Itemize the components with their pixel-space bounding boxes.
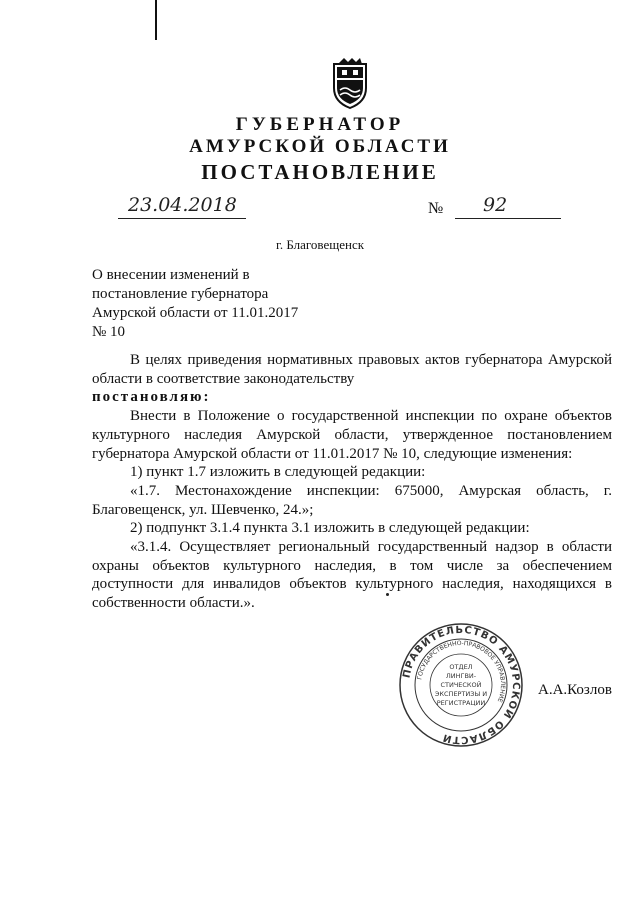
- header-region: АМУРСКОЙ ОБЛАСТИ: [189, 136, 451, 157]
- svg-text:ЛИНГВИ-: ЛИНГВИ-: [445, 672, 477, 680]
- signer-name: А.А.Козлов: [538, 682, 612, 698]
- body-paragraph: «1.7. Местонахождение инспекции: 675000, Амурская область, г. Благовещенск, ул. Шевченко, 24.»;: [92, 482, 612, 518]
- ink-dot: [386, 593, 389, 596]
- body-paragraph: «3.1.4. Осуществляет региональный государственный надзор в области охраны объектов культурного наследия, в том числе за обеспечением доступности для инвалидов объектов культурного наследия, находящихся в собственности области.».: [92, 539, 612, 612]
- svg-text:ОТДЕЛ: ОТДЕЛ: [449, 663, 473, 671]
- city-label: г. Благовещенск: [275, 237, 365, 252]
- date-field: [118, 194, 246, 219]
- document-body: [92, 351, 612, 613]
- decree-word: постановляю:: [92, 389, 211, 406]
- svg-text:РЕГИСТРАЦИИ: РЕГИСТРАЦИИ: [436, 699, 486, 707]
- subject-line: постановление губернатора: [92, 286, 269, 302]
- document-subject: [92, 266, 298, 342]
- official-seal-stamp: [398, 622, 524, 748]
- svg-text:ГОСУДАРСТВЕННО-ПРАВОВОЕ УПРАВЛ: ГОСУДАРСТВЕННО-ПРАВОВОЕ УПРАВЛЕНИЕ: [416, 639, 507, 704]
- handwritten-number: 92: [483, 194, 508, 216]
- body-paragraph: Внести в Положение о государственной инспекции по охране объектов культурного наследия Амурской области, утвержденное постановлением губернатора Амурской области от 11.01.2017 № 10, следующие изменения:: [92, 408, 612, 462]
- number-field: [455, 194, 561, 219]
- subject-line: О внесении изменений в: [92, 267, 250, 283]
- body-paragraph: 2) подпункт 3.1.4 пункта 3.1 изложить в следующей редакции:: [130, 520, 530, 537]
- handwritten-date: 23.04.2018: [128, 194, 237, 216]
- body-paragraph: В целях приведения нормативных правовых актов губернатора Амурской области в соответствие законодательству: [92, 352, 612, 387]
- body-paragraph: 1) пункт 1.7 изложить в следующей редакции:: [130, 464, 426, 481]
- svg-text:ПРАВИТЕЛЬСТВО АМУРСКОЙ ОБЛАСТИ: ПРАВИТЕЛЬСТВО АМУРСКОЙ ОБЛАСТИ: [401, 624, 522, 746]
- header-governor: ГУБЕРНАТОР: [235, 114, 405, 135]
- subject-line: № 10: [92, 324, 126, 340]
- svg-text:СТИЧЕСКОЙ: СТИЧЕСКОЙ: [440, 681, 482, 689]
- coat-of-arms-icon: [328, 58, 372, 110]
- document-type-title: ПОСТАНОВЛЕНИЕ: [201, 160, 439, 184]
- svg-text:ЭКСПЕРТИЗЫ И: ЭКСПЕРТИЗЫ И: [434, 690, 488, 698]
- subject-line: Амурской области от 11.01.2017: [92, 305, 299, 321]
- scan-artifact-line: [155, 0, 157, 40]
- number-label: №: [428, 200, 444, 217]
